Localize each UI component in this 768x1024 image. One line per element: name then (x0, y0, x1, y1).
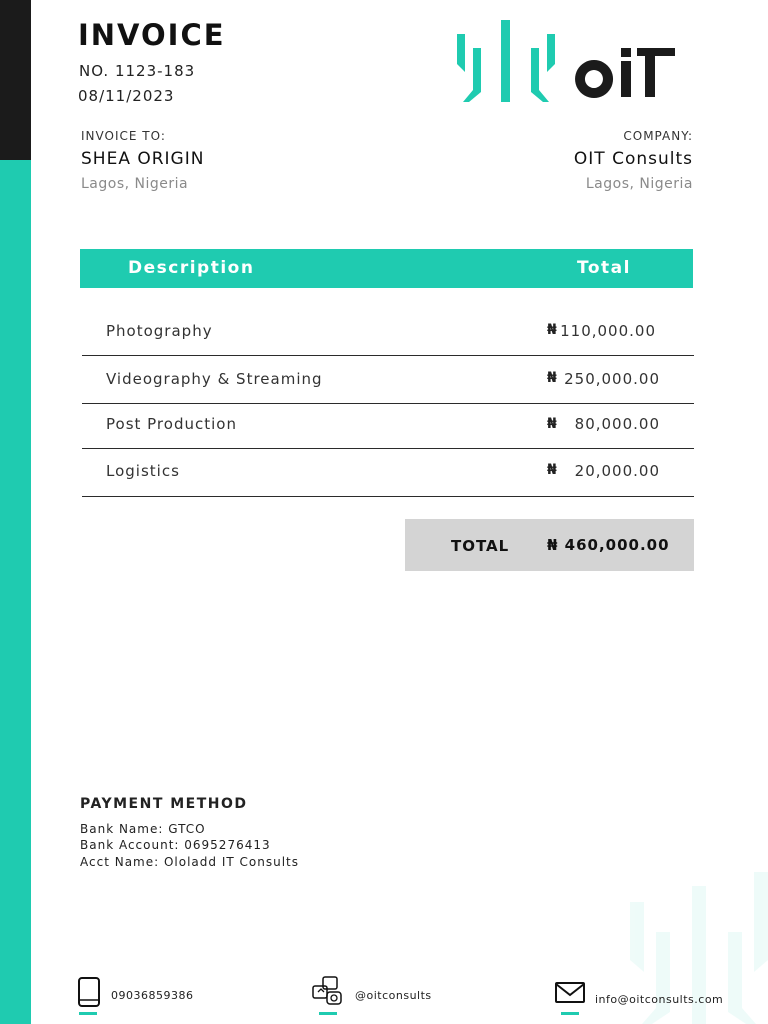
payment-method-title: PAYMENT METHOD (80, 796, 248, 812)
invoice-date: 08/11/2023 (78, 87, 175, 105)
bank-account: Bank Account: 0695276413 (80, 838, 271, 852)
total-value: ₦ 460,000.00 (547, 536, 670, 554)
table-row (82, 449, 694, 497)
account-name: Acct Name: Ololadd IT Consults (80, 855, 299, 869)
email-underline (561, 1012, 579, 1015)
phone-icon (76, 976, 102, 1008)
row-description: Logistics (106, 462, 180, 480)
phone-number: 09036859386 (111, 989, 194, 1002)
naira-currency-icon: ₦ (547, 416, 557, 432)
social-media-icon (311, 976, 345, 1008)
envelope-icon (554, 981, 586, 1005)
contact-social[interactable] (311, 976, 441, 1016)
table-row (82, 356, 694, 404)
company-logo (455, 18, 685, 106)
table-row (82, 308, 694, 356)
oit-logo-mark-icon (457, 20, 555, 102)
contact-phone[interactable] (76, 976, 196, 1016)
client-location: Lagos, Nigeria (81, 176, 189, 192)
table-header (80, 249, 693, 288)
bank-name: Bank Name: GTCO (80, 822, 206, 836)
contact-email[interactable] (554, 976, 734, 1016)
phone-underline (79, 1012, 97, 1015)
sidebar-teal-stripe (0, 160, 31, 1024)
social-handle: @oitconsults (355, 989, 432, 1002)
row-amount: 20,000.00 (574, 462, 660, 480)
company-name: OIT Consults (573, 149, 693, 169)
oit-logo-wordmark (575, 48, 675, 98)
row-description: Photography (106, 322, 213, 340)
social-underline (319, 1012, 337, 1015)
company-location: Lagos, Nigeria (585, 176, 693, 192)
table-row (82, 404, 694, 449)
row-description: Videography & Streaming (106, 370, 323, 388)
invoice-to-label: INVOICE TO: (81, 129, 166, 143)
column-header-description: Description (128, 258, 255, 278)
naira-currency-icon: ₦ (547, 370, 557, 386)
row-amount: 250,000.00 (564, 370, 660, 388)
sidebar-dark-stripe (0, 0, 31, 160)
total-label: TOTAL (451, 537, 510, 555)
total-summary (405, 519, 694, 571)
invoice-title: INVOICE (78, 18, 226, 52)
company-label: COMPANY: (623, 129, 693, 143)
naira-currency-icon: ₦ (547, 462, 557, 478)
row-amount: 80,000.00 (574, 415, 660, 433)
email-address: info@oitconsults.com (595, 993, 724, 1006)
row-description: Post Production (106, 415, 237, 433)
naira-currency-icon: ₦ (547, 322, 557, 338)
row-amount: 110,000.00 (560, 322, 656, 340)
client-name: SHEA ORIGIN (81, 149, 205, 169)
invoice-number: NO. 1123-183 (79, 62, 196, 80)
column-header-total: Total (577, 258, 631, 278)
